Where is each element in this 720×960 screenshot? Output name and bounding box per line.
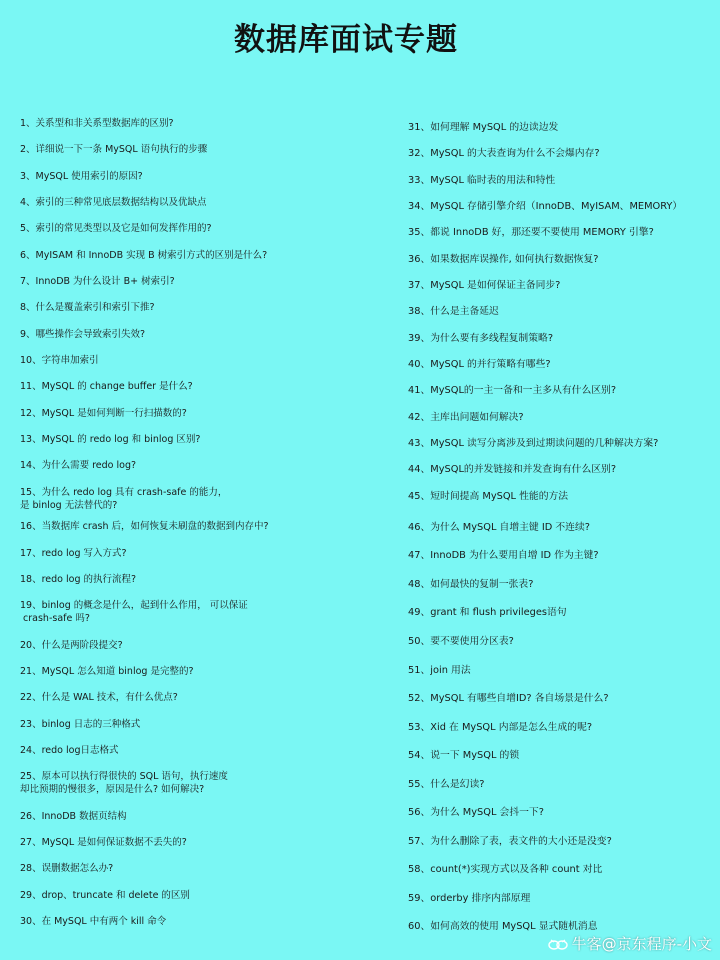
question-item: 15、为什么 redo log 具有 crash-safe 的能力， 是 binlog 无法替代的? [20, 487, 228, 511]
page-title: 数据库面试专题 [234, 22, 458, 58]
question-item: 36、如果数据库误操作, 如何执行数据恢复? [408, 254, 599, 265]
question-item: 37、MySQL 是如何保证主备同步? [408, 280, 561, 291]
question-item: 27、MySQL 是如何保证数据不丢失的? [20, 837, 187, 848]
question-item: 56、为什么 MySQL 会抖一下? [408, 807, 544, 818]
question-item: 14、为什么需要 redo log? [20, 460, 137, 471]
question-item: 5、索引的常见类型以及它是如何发挥作用的? [20, 223, 212, 234]
question-item: 22、什么是 WAL 技术，有什么优点? [20, 692, 178, 703]
question-item: 21、MySQL 怎么知道 binlog 是完整的? [20, 666, 194, 677]
question-item: 28、误删数据怎么办? [20, 863, 114, 874]
question-item: 42、主库出问题如何解决? [408, 412, 524, 423]
question-item: 40、MySQL 的并行策略有哪些? [408, 359, 551, 370]
question-item: 43、MySQL 读写分离涉及到过期读问题的几种解决方案? [408, 438, 659, 449]
question-item: 41、MySQL的一主一备和一主多从有什么区别? [408, 385, 617, 396]
question-item: 1、关系型和非关系型数据库的区别? [20, 118, 174, 129]
question-item: 55、什么是幻读? [408, 779, 485, 790]
question-item: 49、grant 和 flush privileges语句 [408, 607, 567, 618]
question-item: 32、MySQL 的大表查询为什么不会爆内存? [408, 148, 600, 159]
question-item: 54、说一下 MySQL 的锁 [408, 750, 520, 761]
nowcoder-logo-icon [547, 937, 569, 951]
question-item: 33、MySQL 临时表的用法和特性 [408, 175, 556, 186]
question-item: 23、binlog 日志的三种格式 [20, 719, 141, 730]
question-item: 30、在 MySQL 中有两个 kill 命令 [20, 916, 167, 927]
question-item: 16、当数据库 crash 后，如何恢复未刷盘的数据到内存中? [20, 521, 269, 532]
question-item: 60、如何高效的使用 MySQL 显式随机消息 [408, 921, 598, 932]
question-item: 2、详细说一下一条 MySQL 语句执行的步骤 [20, 144, 208, 155]
question-item: 29、drop、truncate 和 delete 的区别 [20, 890, 190, 901]
question-item: 34、MySQL 存储引擎介绍（InnoDB、MyISAM、MEMORY） [408, 201, 683, 212]
question-item: 31、如何理解 MySQL 的边读边发 [408, 122, 559, 133]
question-item: 18、redo log 的执行流程? [20, 574, 137, 585]
question-item: 3、MySQL 使用索引的原因? [20, 171, 143, 182]
question-item: 57、为什么删除了表，表文件的大小还是没变? [408, 836, 612, 847]
question-item: 8、什么是覆盖索引和索引下推? [20, 302, 155, 313]
question-item: 12、MySQL 是如何判断一行扫描数的? [20, 408, 187, 419]
question-item: 39、为什么要有多线程复制策略? [408, 333, 554, 344]
question-item: 11、MySQL 的 change buffer 是什么? [20, 381, 193, 392]
question-item: 25、原本可以执行得很快的 SQL 语句，执行速度 却比预期的慢很多，原因是什么? 如何解决? [20, 771, 228, 795]
question-item: 46、为什么 MySQL 自增主键 ID 不连续? [408, 522, 590, 533]
question-item: 35、都说 InnoDB 好，那还要不要使用 MEMORY 引擎? [408, 227, 654, 238]
question-item: 45、短时间提高 MySQL 性能的方法 [408, 491, 569, 502]
question-item: 9、哪些操作会导致索引失效? [20, 329, 146, 340]
question-item: 13、MySQL 的 redo log 和 binlog 区别? [20, 434, 201, 445]
question-item: 44、MySQL的并发链接和并发查询有什么区别? [408, 464, 617, 475]
watermark [547, 933, 712, 954]
watermark-text: 牛客@京东程序-小文 [571, 935, 712, 953]
question-item: 50、要不要使用分区表? [408, 636, 514, 647]
question-item: 6、MyISAM 和 InnoDB 实现 B 树索引方式的区别是什么? [20, 250, 268, 261]
question-item: 58、count(*)实现方式以及各种 count 对比 [408, 864, 603, 875]
question-item: 24、redo log日志格式 [20, 745, 119, 756]
question-item: 10、字符串加索引 [20, 355, 99, 366]
question-item: 53、Xid 在 MySQL 内部是怎么生成的呢? [408, 722, 593, 733]
question-item: 4、索引的三种常见底层数据结构以及优缺点 [20, 197, 207, 208]
question-item: 19、binlog 的概念是什么，起到什么作用， 可以保证 crash-safe 吗? [20, 600, 248, 624]
question-item: 7、InnoDB 为什么设计 B+ 树索引? [20, 276, 175, 287]
question-item: 17、redo log 写入方式? [20, 548, 127, 559]
question-item: 38、什么是主备延迟 [408, 306, 499, 317]
question-item: 47、InnoDB 为什么要用自增 ID 作为主键? [408, 550, 599, 561]
question-item: 26、InnoDB 数据页结构 [20, 811, 127, 822]
question-item: 48、如何最快的复制一张表? [408, 579, 534, 590]
question-item: 59、orderby 排序内部原理 [408, 893, 531, 904]
question-item: 20、什么是两阶段提交? [20, 640, 123, 651]
question-item: 51、join 用法 [408, 665, 471, 676]
question-item: 52、MySQL 有哪些自增ID? 各自场景是什么? [408, 693, 609, 704]
